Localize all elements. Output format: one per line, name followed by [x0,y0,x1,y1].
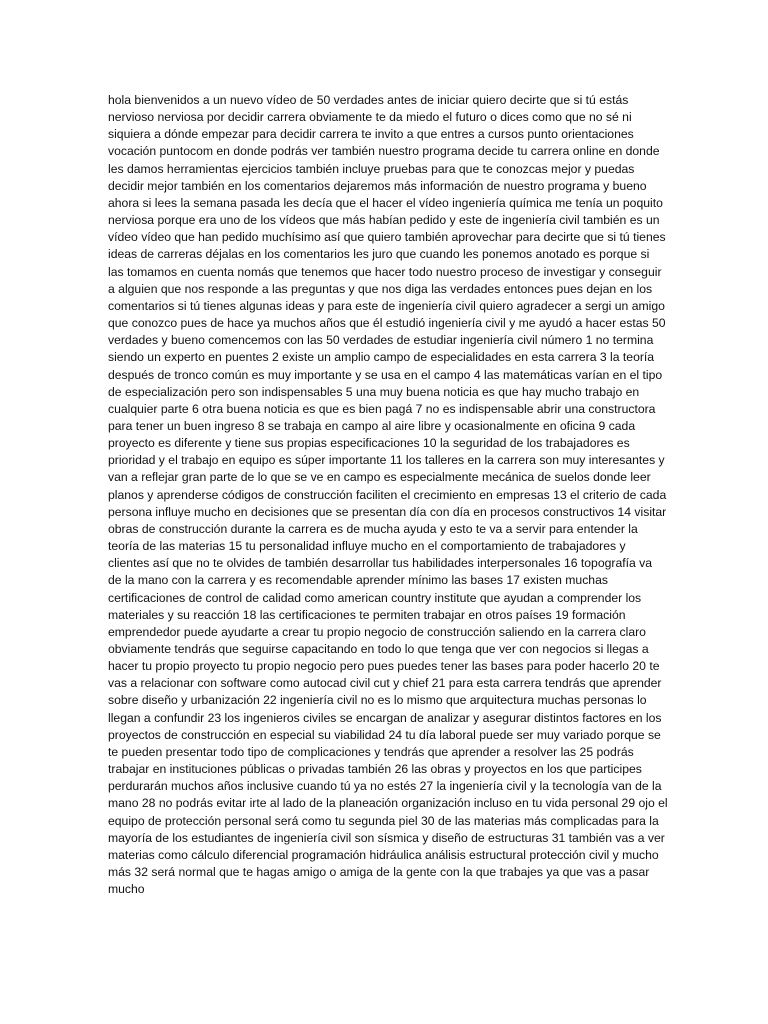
transcript-paragraph: hola bienvenidos a un nuevo vídeo de 50 verdades antes de iniciar quiero decirte que si tú estás nervioso nerviosa por decidir carrera obviamente te da miedo el futuro o dices como que no sé ni siquiera a dónde empezar para decidir carrera te invito a que entres a cursos punto orientaciones vocación puntocom en donde podrás ver también nuestro programa decide tu carrera online en donde les damos herramientas ejercicios también incluye pruebas para que te conozcas mejor y puedas decidir mejor también en los comentarios dejaremos más información de nuestro programa y bueno ahora si lees la semana pasada les decía que el hacer el vídeo ingeniería química me tenía un poquito nerviosa porque era uno de los vídeos que más habían pedido y este de ingeniería civil también es un vídeo vídeo que han pedido muchísimo así que quiero también aprovechar para decirte que si tú tienes ideas de carreras déjalas en los comentarios les juro que cuando les ponemos anotado es porque si las tomamos en cuenta nomás que tenemos que hacer todo nuestro proceso de investigar y conseguir a alguien que nos responde a las preguntas y que nos diga las verdades entonces pues dejan en los comentarios si tú tienes algunas ideas y para este de ingeniería civil quiero agradecer a sergi un amigo que conozco pues de hace ya muchos años que él estudió ingeniería civil y me ayudó a hacer estas 50 verdades y bueno comencemos con las 50 verdades de estudiar ingeniería civil número 1 no termina siendo un experto en puentes 2 existe un amplio campo de especialidades en esta carrera 3 la teoría después de tronco común es muy importante y se usa en el campo 4 las matemáticas varían en el tipo de especialización pero son indispensables 5 una muy buena noticia es que hay mucho trabajo en cualquier parte 6 otra buena noticia es que es bien pagá 7 no es indispensable abrir una constructora para tener un buen ingreso 8 se trabaja en campo al aire libre y ocasionalmente en oficina 9 cada proyecto es diferente y tiene sus propias especificaciones 10 la seguridad de los trabajadores es prioridad y el trabajo en equipo es súper importante 11 los talleres en la carrera son muy interesantes y van a reflejar gran parte de lo que se ve en campo es especialmente mecánica de suelos donde leer planos y aprenderse códigos de construcción faciliten el crecimiento en empresas 13 el criterio de cada persona influye mucho en decisiones que se presentan día con día en procesos constructivos 14 visitar obras de construcción durante la carrera es de mucha ayuda y esto te va a servir para entender la teoría de las materias 15 tu personalidad influye mucho en el comportamiento de trabajadores y clientes así que no te olvides de también desarrollar tus habilidades interpersonales 16 topografía va de la mano con la carrera y es recomendable aprender mínimo las bases 17 existen muchas certificaciones de control de calidad como american country institute que ayudan a comprender los materiales y su reacción 18 las certificaciones te permiten trabajar en otros países 19 formación emprendedor puede ayudarte a crear tu propio negocio de construcción saliendo en la carrera claro obviamente tendrás que seguirse capacitando en todo lo que tenga que ver con negocios si llegas a hacer tu propio proyecto tu propio negocio pero pues puedes tener las bases para poder hacerlo 20 te vas a relacionar con software como autocad civil cut y chief 21 para esta carrera tendrás que aprender sobre diseño y urbanización 22 ingeniería civil no es lo mismo que arquitectura muchas personas lo llegan a confundir 23 los ingenieros civiles se encargan de analizar y asegurar distintos factores en los proyectos de construcción en especial su viabilidad 24 tu día laboral puede ser muy variado porque se te pueden presentar todo tipo de complicaciones y tendrás que aprender a resolver las 25 podrás trabajar en instituciones públicas o privadas también 26 las obras y proyectos en los que participes perdurarán muchos años inclusive cuando tú ya no estés 27 la ingeniería civil y la tecnología van de la mano 28 no podrás evitar irte al lado de la planeación organización incluso en tu vida personal 29 ojo el equipo de protección personal será como tu segunda piel 30 de las materias más complicadas para la mayoría de los estudiantes de ingeniería civil son sísmica y diseño de estructuras 31 también vas a ver materias como cálculo diferencial programación hidráulica análisis estructural protección civil y mucho más 32 será normal que te hagas amigo o amiga de la gente con la que trabajes ya que vas a pasar mucho [108,93,668,897]
